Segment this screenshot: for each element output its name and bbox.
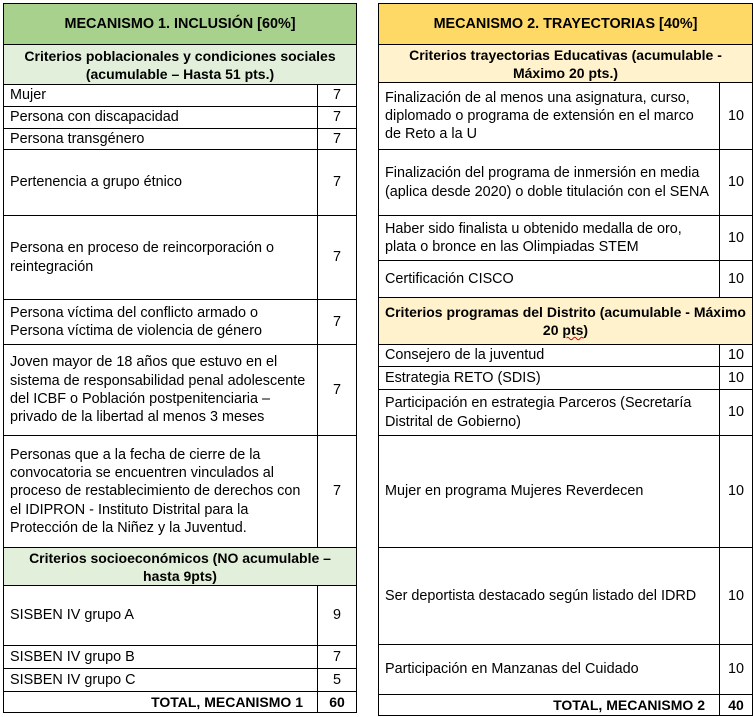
criterion-label: SISBEN IV grupo A	[4, 586, 318, 646]
criterion-points: 7	[318, 646, 357, 669]
criterion-points: 7	[318, 436, 357, 548]
criterion-points: 10	[720, 436, 753, 548]
table-row	[4, 646, 357, 669]
criterion-label: Certificación CISCO	[379, 261, 720, 298]
criterion-label: Estrategia RETO (SDIS)	[379, 367, 720, 390]
district-programs-header	[379, 298, 753, 345]
total-label: TOTAL, MECANISMO 2	[379, 695, 720, 716]
section-header-row	[379, 298, 753, 345]
criterion-label: Persona con discapacidad	[4, 107, 318, 129]
table-row	[379, 645, 753, 695]
mechanism-1-title: MECANISMO 1. INCLUSIÓN [60%]	[4, 4, 357, 45]
criterion-points: 10	[720, 390, 753, 436]
table-row	[379, 261, 753, 298]
table-row	[4, 300, 357, 345]
table-row	[4, 129, 357, 150]
total-row	[379, 695, 753, 716]
mechanism-2-header-row	[379, 4, 753, 45]
total-label: TOTAL, MECANISMO 1	[4, 692, 318, 713]
criterion-points: 7	[318, 345, 357, 436]
criterion-points: 7	[318, 300, 357, 345]
table-row	[379, 345, 753, 367]
table-row	[4, 216, 357, 300]
table-row	[4, 85, 357, 107]
population-criteria-header: Criterios poblacionales y condiciones sociales (acumulable – Hasta 51 pts.)	[4, 45, 357, 85]
criterion-label: Participación en Manzanas del Cuidado	[379, 645, 720, 695]
section-header-row	[4, 548, 357, 586]
table-row	[379, 367, 753, 390]
criterion-label: Persona víctima del conflicto armado o Persona víctima de violencia de género	[4, 300, 318, 345]
criterion-label: Ser deportista destacado según listado del IDRD	[379, 548, 720, 645]
criterion-points: 7	[318, 85, 357, 107]
criterion-label: SISBEN IV grupo B	[4, 646, 318, 669]
criterion-points: 7	[318, 216, 357, 300]
criterion-points: 7	[318, 150, 357, 216]
criterion-label: Mujer	[4, 85, 318, 107]
district-programs-header-close: )	[583, 322, 589, 338]
table-row	[4, 107, 357, 129]
table-row	[379, 436, 753, 548]
section-header-row	[379, 45, 753, 83]
criterion-points: 7	[318, 129, 357, 150]
table-row	[379, 150, 753, 216]
criterion-points: 10	[720, 548, 753, 645]
criterion-points: 10	[720, 367, 753, 390]
mechanism-2-table	[378, 3, 753, 716]
criterion-label: Personas que a la fecha de cierre de la convocatoria se encuentren vinculados al proceso de restablecimiento de derechos con el IDIPRON - Instituto Distrital para la Protección de la Niñez y la Juventud.	[4, 436, 318, 548]
total-value: 40	[720, 695, 753, 716]
criterion-points: 10	[720, 345, 753, 367]
district-programs-header-text: Criterios programas del Distrito (acumulable - Máximo 20	[385, 304, 746, 338]
criterion-label: Finalización de al menos una asignatura, curso, diplomado o programa de extensión en el marco de Reto a la U	[379, 83, 720, 150]
table-row	[379, 83, 753, 150]
table-row	[4, 586, 357, 646]
criterion-points: 7	[318, 107, 357, 129]
table-row	[4, 345, 357, 436]
criterion-label: Finalización del programa de inmersión en media (aplica desde 2020) o doble titulación con el SENA	[379, 150, 720, 216]
criterion-points: 5	[318, 669, 357, 692]
mechanism-1-header-row	[4, 4, 357, 45]
section-header-row	[4, 45, 357, 85]
criterion-points: 10	[720, 150, 753, 216]
criterion-points: 10	[720, 216, 753, 261]
total-row	[4, 692, 357, 713]
total-value: 60	[318, 692, 357, 713]
criterion-points: 10	[720, 83, 753, 150]
district-programs-header-pts: pts	[562, 322, 584, 338]
criterion-label: Pertenencia a grupo étnico	[4, 150, 318, 216]
criterion-label: SISBEN IV grupo C	[4, 669, 318, 692]
mechanism-1-table	[3, 3, 357, 713]
table-row	[379, 548, 753, 645]
table-row	[379, 390, 753, 436]
table-row	[4, 150, 357, 216]
mechanism-2-title: MECANISMO 2. TRAYECTORIAS [40%]	[379, 4, 753, 45]
table-row	[4, 436, 357, 548]
criterion-label: Participación en estrategia Parceros (Secretaría Distrital de Gobierno)	[379, 390, 720, 436]
criterion-label: Mujer en programa Mujeres Reverdecen	[379, 436, 720, 548]
table-row	[379, 216, 753, 261]
criterion-label: Joven mayor de 18 años que estuvo en el sistema de responsabilidad penal adolescente del ICBF o Población postpenitenciaria – privado de la libertad al menos 3 meses	[4, 345, 318, 436]
criterion-label: Persona transgénero	[4, 129, 318, 150]
table-row	[4, 669, 357, 692]
criterion-label: Consejero de la juventud	[379, 345, 720, 367]
criterion-points: 9	[318, 586, 357, 646]
educational-trajectory-header: Criterios trayectorias Educativas (acumulable - Máximo 20 pts.)	[379, 45, 753, 83]
criterion-points: 10	[720, 261, 753, 298]
criterion-label: Haber sido finalista u obtenido medalla de oro, plata o bronce en las Olimpiadas STEM	[379, 216, 720, 261]
criterion-label: Persona en proceso de reincorporación o reintegración	[4, 216, 318, 300]
criterion-points: 10	[720, 645, 753, 695]
socioeconomic-criteria-header: Criterios socioeconómicos (NO acumulable – hasta 9pts)	[4, 548, 357, 586]
